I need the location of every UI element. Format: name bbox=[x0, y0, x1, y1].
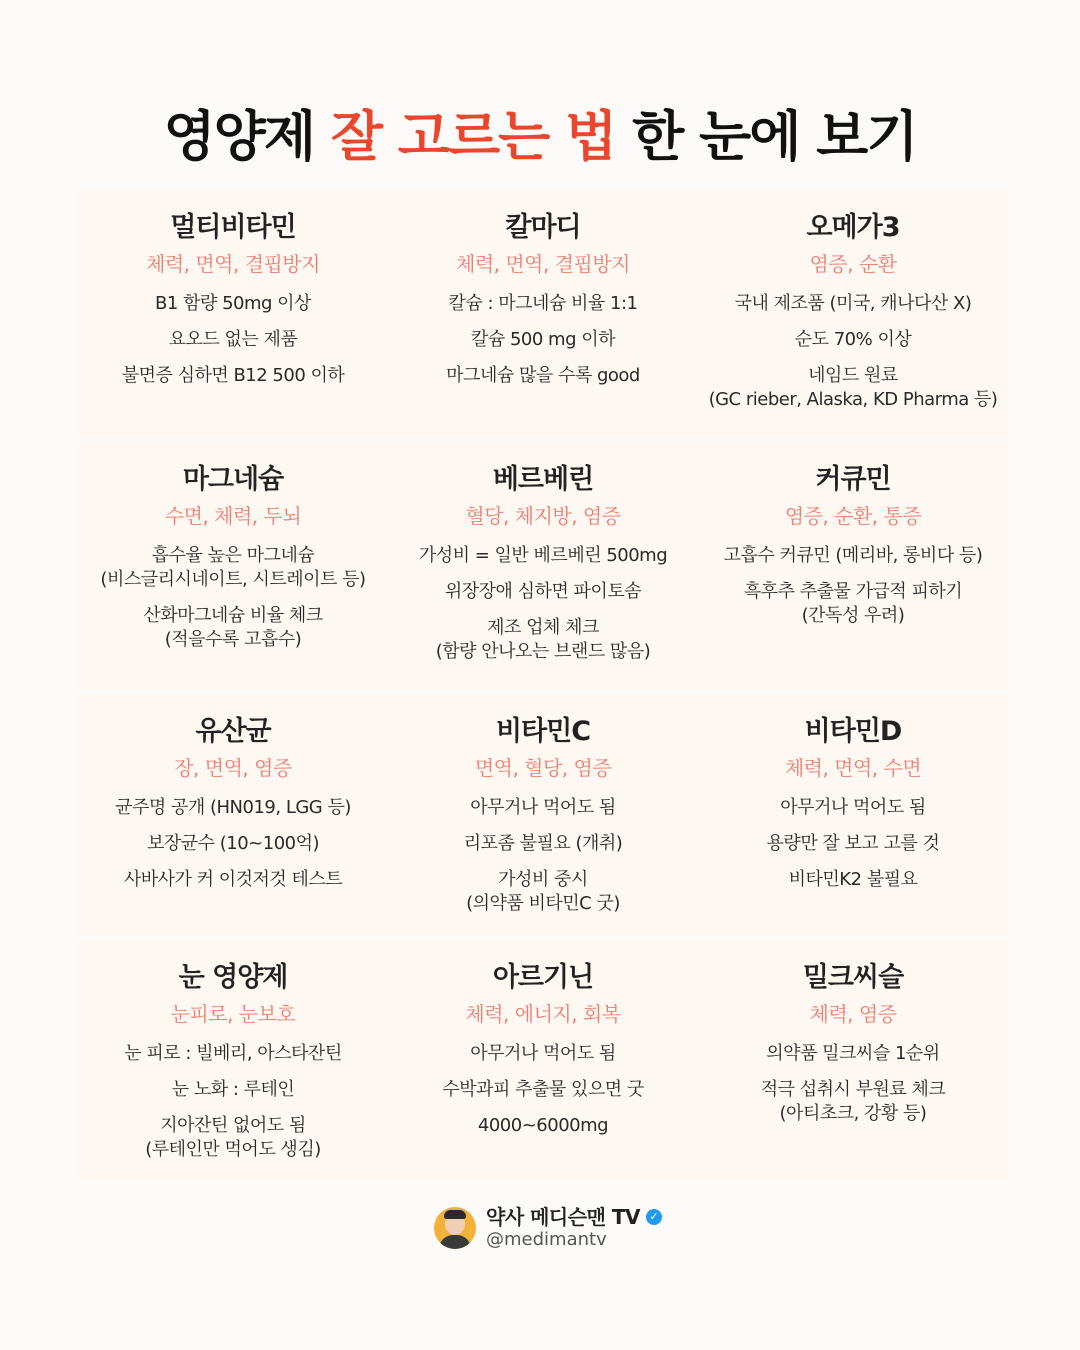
supplement-benefits: 체력, 면역, 결핍방지 bbox=[146, 252, 320, 276]
supplement-card bbox=[698, 190, 1008, 438]
selection-tip: 용량만 잘 보고 고를 것 bbox=[766, 833, 940, 854]
title-part-2: 한 눈에 보기 bbox=[632, 105, 917, 168]
selection-tip: 가성비 = 일반 베르베린 500mg bbox=[418, 545, 668, 566]
supplement-card bbox=[78, 442, 388, 690]
selection-tip: B1 함량 50mg 이상 bbox=[155, 293, 311, 314]
selection-tip: 고흡수 커큐민 (메리바, 롱비다 등) bbox=[723, 545, 983, 566]
selection-tip: 아무거나 먹어도 됨 bbox=[470, 1043, 616, 1064]
grid-row bbox=[78, 190, 1008, 438]
avatar bbox=[434, 1207, 476, 1249]
selection-tip: 사바사가 커 이것저것 테스트 bbox=[123, 869, 343, 890]
supplement-benefits: 체력, 면역, 결핍방지 bbox=[456, 252, 630, 276]
selection-tip: 의약품 밀크씨슬 1순위 bbox=[766, 1043, 940, 1064]
supplement-card bbox=[388, 442, 698, 690]
selection-tip: 흑후추 추출물 가급적 피하기 (간독성 우려) bbox=[743, 581, 963, 626]
selection-tip: 불면증 심하면 B12 500 이하 bbox=[121, 365, 345, 386]
supplement-name: 비타민D bbox=[804, 716, 902, 747]
selection-tip: 가성비 중시 (의약품 비타민C 굿) bbox=[466, 869, 620, 914]
supplement-benefits: 눈피로, 눈보호 bbox=[170, 1002, 296, 1026]
selection-tip: 적극 섭취시 부원료 체크 (아티초크, 강황 등) bbox=[760, 1079, 946, 1124]
selection-tip: 요오드 없는 제품 bbox=[168, 329, 298, 350]
selection-tip: 지아잔틴 없어도 됨 (루테인만 먹어도 생김) bbox=[145, 1115, 321, 1160]
selection-tip: 눈 피로 : 빌베리, 아스타잔틴 bbox=[124, 1043, 342, 1064]
supplement-benefits: 체력, 면역, 수면 bbox=[784, 756, 922, 780]
selection-tip: 4000~6000mg bbox=[477, 1115, 609, 1136]
supplement-name: 눈 영양제 bbox=[178, 962, 288, 993]
supplement-benefits: 염증, 순환 bbox=[809, 252, 897, 276]
author-name: 약사 메디슨맨 TV bbox=[486, 1205, 640, 1229]
selection-tip: 국내 제조품 (미국, 캐나다산 X) bbox=[734, 293, 972, 314]
selection-tip: 비타민K2 불필요 bbox=[788, 869, 918, 890]
supplement-card bbox=[78, 940, 388, 1180]
title-accent: 잘 고르는 법 bbox=[330, 105, 616, 168]
selection-tip: 제조 업체 체크 (함량 안나오는 브랜드 많음) bbox=[435, 617, 651, 662]
page-title bbox=[0, 104, 1080, 170]
supplement-benefits: 수면, 체력, 두뇌 bbox=[164, 504, 302, 528]
selection-tip: 리포좀 불필요 (개취) bbox=[463, 833, 623, 854]
supplement-name: 아르기닌 bbox=[492, 962, 594, 993]
author-footer bbox=[434, 1206, 662, 1250]
supplement-card bbox=[698, 694, 1008, 936]
supplement-benefits: 장, 면역, 염증 bbox=[174, 756, 292, 780]
selection-tip: 아무거나 먹어도 됨 bbox=[470, 797, 616, 818]
grid-row bbox=[78, 940, 1008, 1180]
selection-tip: 칼슘 500 mg 이하 bbox=[470, 329, 616, 350]
selection-tip: 흡수율 높은 마그네슘 (비스글리시네이트, 시트레이트 등) bbox=[100, 545, 366, 590]
grid-row bbox=[78, 694, 1008, 936]
supplement-name: 멀티비타민 bbox=[170, 212, 296, 243]
selection-tip: 균주명 공개 (HN019, LGG 등) bbox=[115, 797, 351, 818]
supplement-benefits: 체력, 에너지, 회복 bbox=[465, 1002, 621, 1026]
supplement-benefits: 체력, 염증 bbox=[809, 1002, 897, 1026]
supplement-card bbox=[78, 694, 388, 936]
selection-tip: 마그네슘 많을 수록 good bbox=[446, 365, 640, 386]
selection-tip: 네임드 원료 (GC rieber, Alaska, KD Pharma 등) bbox=[708, 365, 998, 410]
supplement-name: 칼마디 bbox=[505, 212, 581, 243]
supplement-card bbox=[698, 940, 1008, 1180]
grid-row bbox=[78, 442, 1008, 690]
selection-tip: 산화마그네슘 비율 체크 (적을수록 고흡수) bbox=[143, 605, 323, 650]
title-part-1: 영양제 bbox=[163, 105, 315, 168]
selection-tip: 보장균수 (10~100억) bbox=[146, 833, 320, 854]
supplement-name: 커큐민 bbox=[815, 464, 891, 495]
supplement-card bbox=[388, 940, 698, 1180]
supplement-card bbox=[698, 442, 1008, 690]
supplement-benefits: 면역, 혈당, 염증 bbox=[474, 756, 612, 780]
supplement-benefits: 염증, 순환, 통증 bbox=[784, 504, 922, 528]
supplement-name: 마그네슘 bbox=[182, 464, 284, 495]
supplement-grid bbox=[78, 190, 1008, 1180]
selection-tip: 수박과피 추출물 있으면 굿 bbox=[442, 1079, 644, 1100]
supplement-name: 베르베린 bbox=[492, 464, 594, 495]
supplement-name: 유산균 bbox=[195, 716, 271, 747]
selection-tip: 아무거나 먹어도 됨 bbox=[780, 797, 926, 818]
selection-tip: 칼슘 : 마그네슘 비율 1:1 bbox=[448, 293, 638, 314]
supplement-card bbox=[388, 190, 698, 438]
selection-tip: 위장장애 심하면 파이토솜 bbox=[444, 581, 642, 602]
author-handle: @medimantv bbox=[486, 1229, 607, 1250]
supplement-benefits: 혈당, 체지방, 염증 bbox=[465, 504, 621, 528]
verified-badge-icon: ✓ bbox=[646, 1209, 662, 1225]
selection-tip: 눈 노화 : 루테인 bbox=[171, 1079, 295, 1100]
supplement-name: 비타민C bbox=[495, 716, 591, 747]
supplement-card bbox=[78, 190, 388, 438]
supplement-name: 밀크씨슬 bbox=[802, 962, 904, 993]
selection-tip: 순도 70% 이상 bbox=[794, 329, 912, 350]
supplement-card bbox=[388, 694, 698, 936]
supplement-name: 오메가3 bbox=[806, 212, 900, 243]
